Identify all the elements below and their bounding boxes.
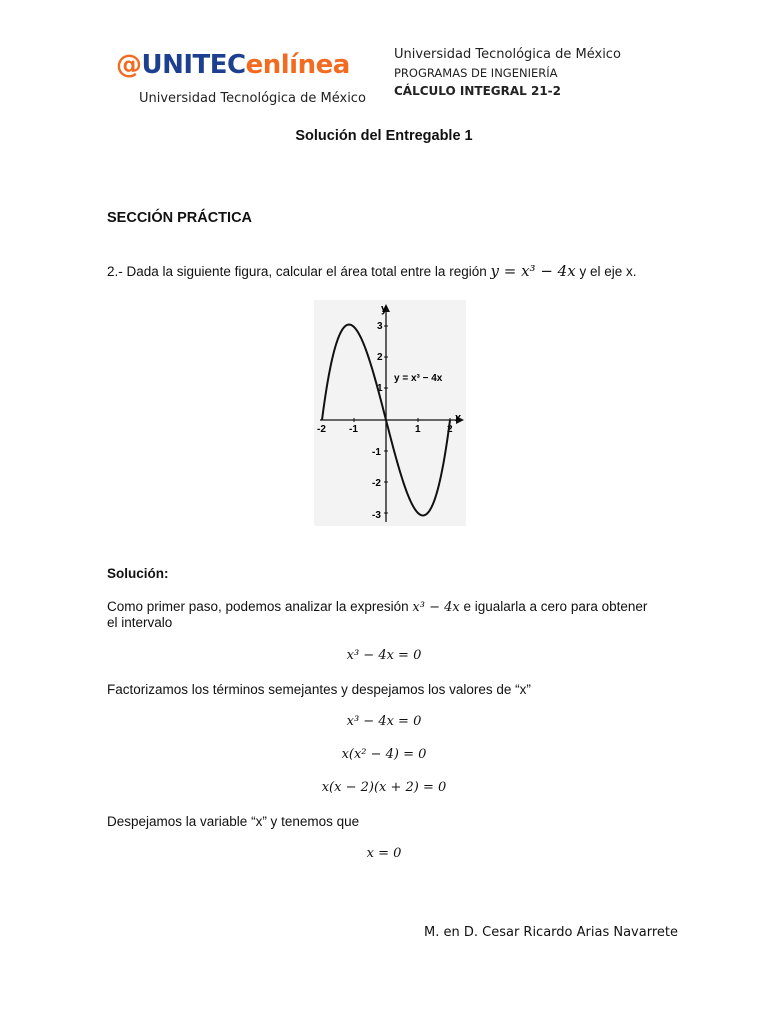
y-tick-label: 1 xyxy=(377,383,383,394)
equation-4: x(x − 2)(x + 2) = 0 xyxy=(321,780,447,795)
logo-suffix: enlínea xyxy=(245,50,350,80)
figure-background xyxy=(314,300,466,526)
paragraph-1-line-2: el intervalo xyxy=(107,615,173,630)
problem-statement xyxy=(107,262,636,280)
paragraph-1 xyxy=(107,599,647,615)
x-tick-label: -2 xyxy=(317,424,326,435)
paragraph-1-text: Como primer paso, podemos analizar la expresión xyxy=(107,599,409,614)
x-axis-label: x xyxy=(455,412,462,424)
equation-5: x = 0 xyxy=(366,846,402,861)
y-tick-label: 3 xyxy=(377,321,383,332)
x-tick-label: -1 xyxy=(349,424,358,435)
logo-brand: UNITEC xyxy=(141,50,246,80)
problem-math: y = x³ − 4x xyxy=(490,262,576,280)
solution-heading: Solución: xyxy=(107,566,169,581)
y-tick-label: -3 xyxy=(372,510,381,521)
y-tick-label: 2 xyxy=(377,352,383,363)
header-university: Universidad Tecnológica de México xyxy=(394,47,621,62)
author-footer: M. en D. Cesar Ricardo Arias Navarrete xyxy=(424,925,678,940)
paragraph-1-math: x³ − 4x xyxy=(412,600,460,615)
logo-subtitle: Universidad Tecnológica de México xyxy=(139,91,366,106)
paragraph-3: Despejamos la variable “x” y tenemos que xyxy=(107,814,360,829)
equation-2: x³ − 4x = 0 xyxy=(346,714,422,729)
logo-at: @ xyxy=(116,50,142,80)
y-axis-label: y xyxy=(381,303,388,315)
cubic-graph-figure xyxy=(314,300,466,526)
problem-tail: y el eje x. xyxy=(579,264,637,279)
x-tick-label: 1 xyxy=(415,424,421,435)
header-program: PROGRAMAS DE INGENIERÍA xyxy=(394,66,558,80)
paragraph-1-text-b: e igualarla a cero para obtener xyxy=(463,599,648,614)
paragraph-2: Factorizamos los términos semejantes y despejamos los valores de “x” xyxy=(107,682,531,697)
problem-text: 2.- Dada la siguiente figura, calcular el área total entre la región xyxy=(107,264,487,279)
equation-1: x³ − 4x = 0 xyxy=(346,648,422,663)
x-tick-label: 2 xyxy=(447,424,453,435)
equation-3: x(x² − 4) = 0 xyxy=(341,747,427,762)
section-heading: SECCIÓN PRÁCTICA xyxy=(107,210,253,226)
document-title: Solución del Entregable 1 xyxy=(295,128,473,144)
header-course: CÁLCULO INTEGRAL 21-2 xyxy=(394,84,562,98)
y-tick-label: -2 xyxy=(372,478,381,489)
curve-label: y = x³ − 4x xyxy=(394,373,443,384)
y-tick-label: -1 xyxy=(372,447,381,458)
unitec-logo xyxy=(116,50,350,80)
